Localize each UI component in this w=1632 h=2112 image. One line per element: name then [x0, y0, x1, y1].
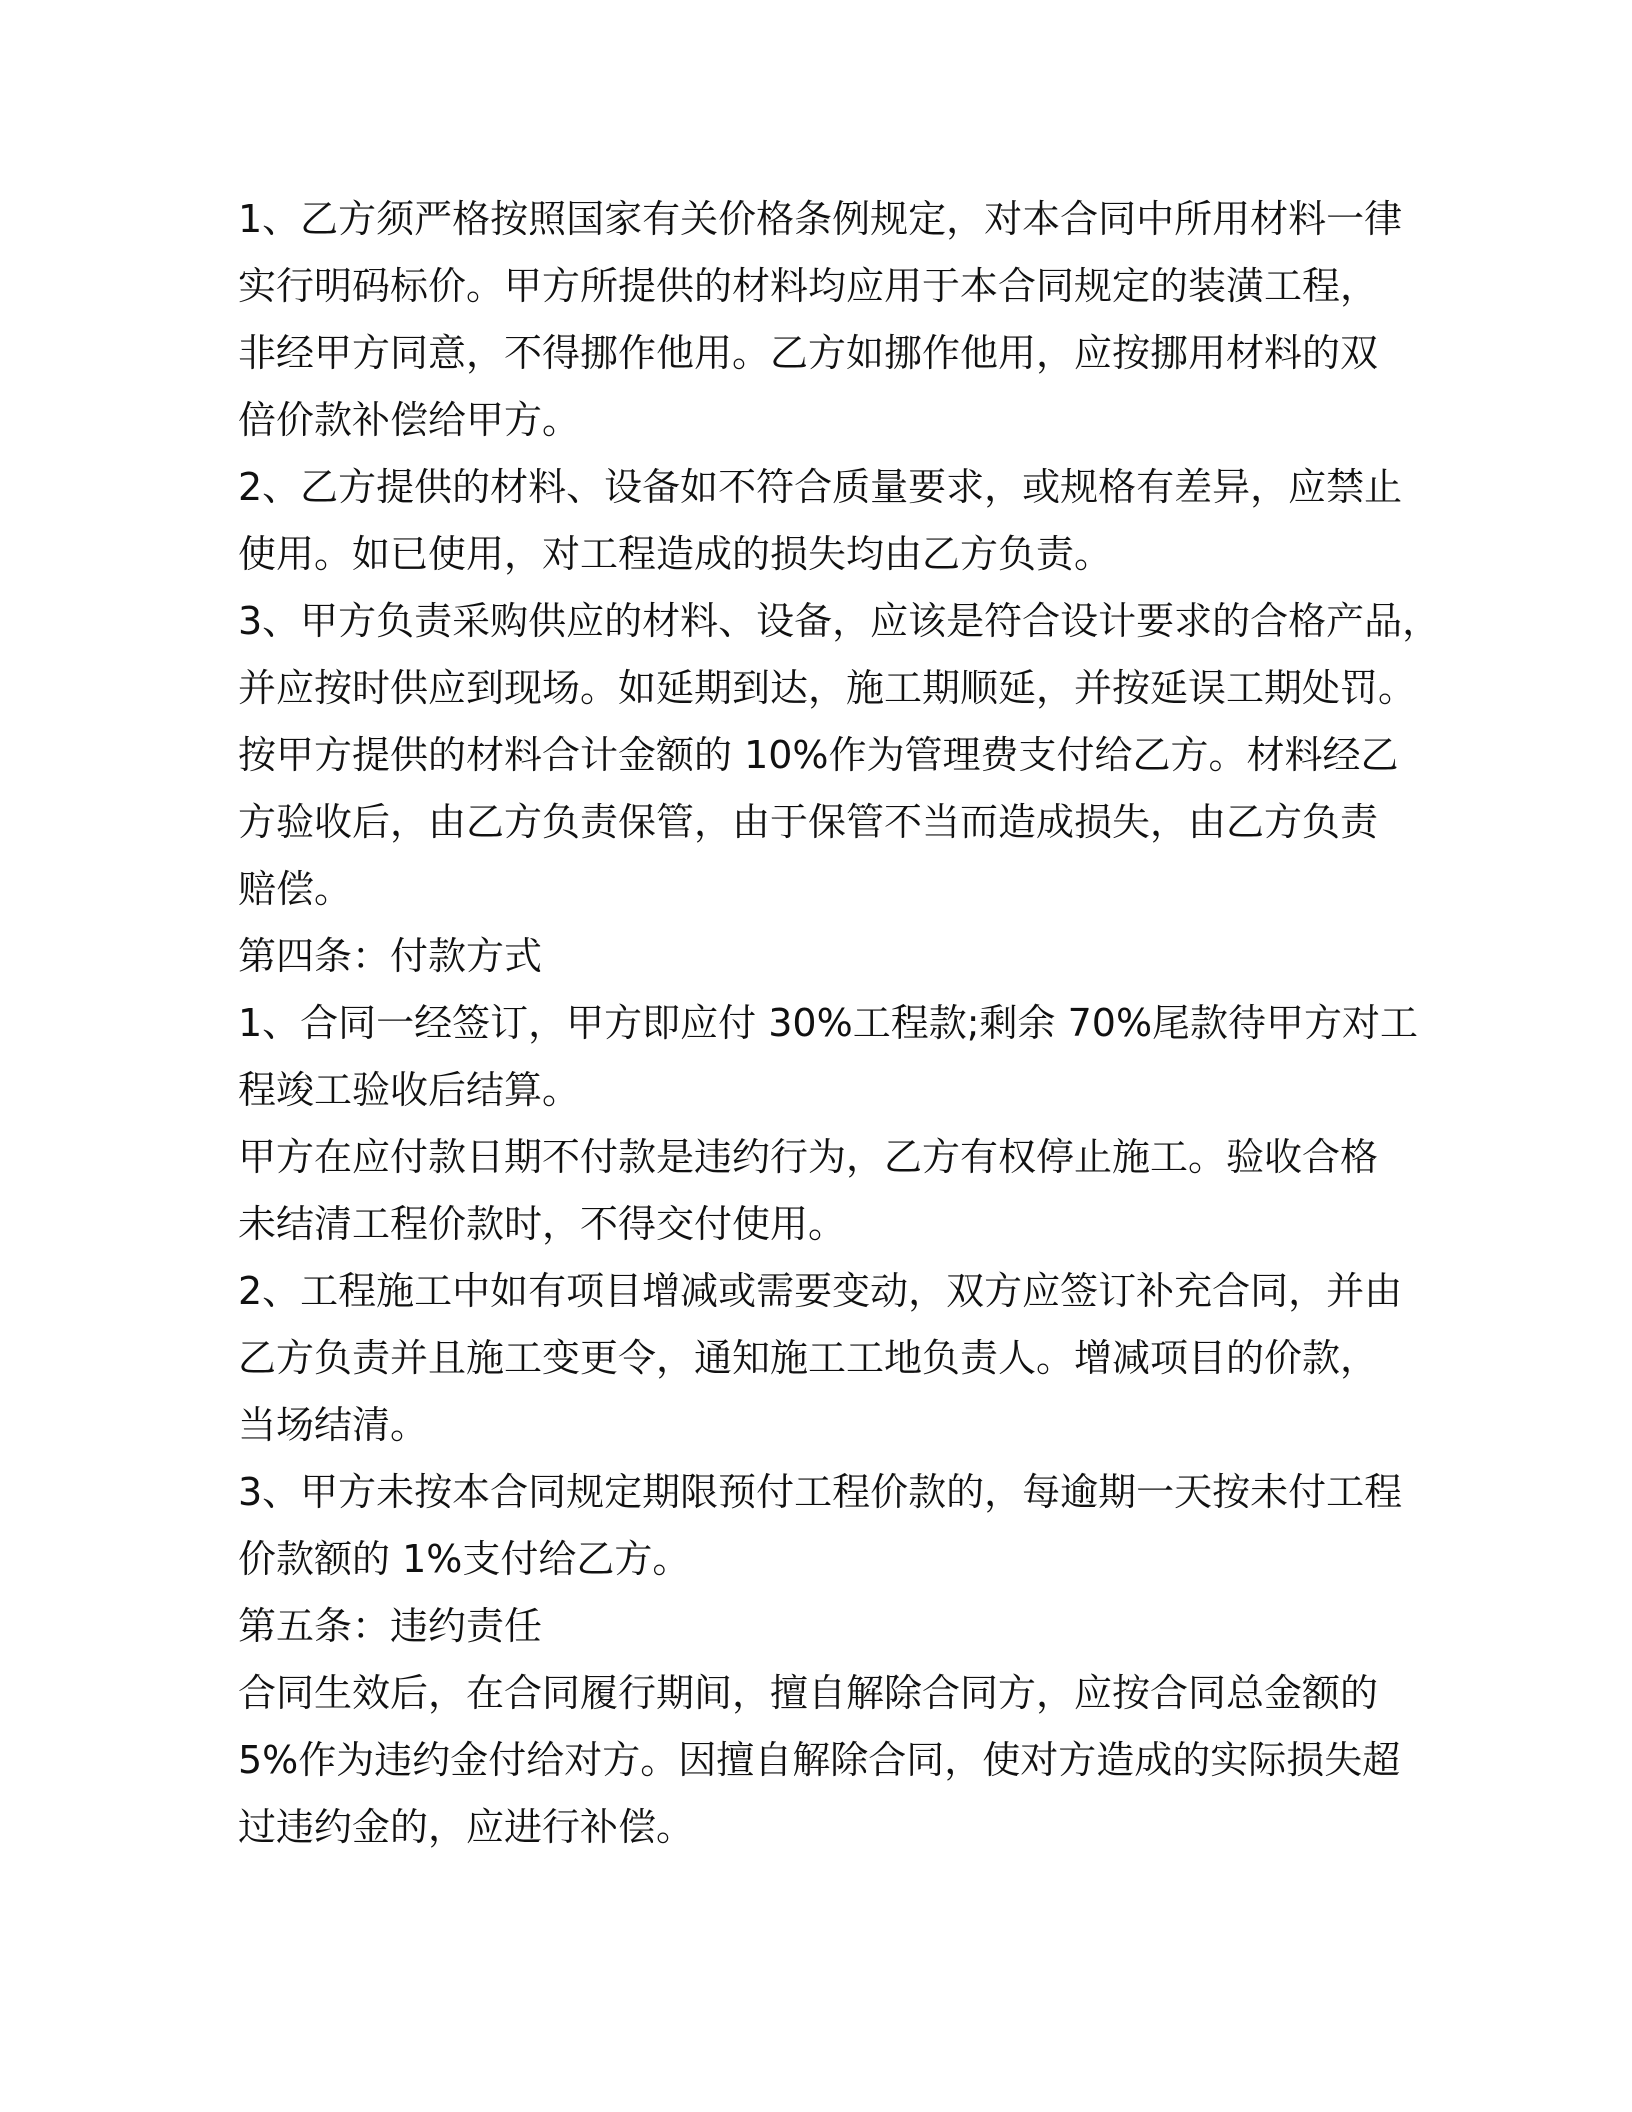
- text-line: 3、甲方未按本合同规定期限预付工程价款的，每逾期一天按未付工程: [238, 1470, 1403, 1514]
- text-line: 倍价款补偿给甲方。: [238, 398, 581, 442]
- section-heading: 第五条：违约责任: [238, 1604, 543, 1648]
- text-line: 赔偿。: [238, 867, 353, 911]
- text-line: 价款额的 1%支付给乙方。: [238, 1537, 691, 1581]
- text-line: 甲方在应付款日期不付款是违约行为，乙方有权停止施工。验收合格: [238, 1135, 1379, 1179]
- text-line: 1、合同一经签订，甲方即应付 30%工程款;剩余 70%尾款待甲方对工: [238, 1001, 1419, 1045]
- contract-text: [238, 186, 1441, 1861]
- text-line: 过违约金的，应进行补偿。: [238, 1805, 695, 1849]
- text-line: 2、乙方提供的材料、设备如不符合质量要求，或规格有差异，应禁止: [238, 465, 1403, 509]
- text-line: 乙方负责并且施工变更令，通知施工工地负责人。增减项目的价款，: [238, 1336, 1379, 1380]
- text-line: 非经甲方同意，不得挪作他用。乙方如挪作他用，应按挪用材料的双: [238, 331, 1379, 375]
- text-line: 未结清工程价款时，不得交付使用。: [238, 1202, 847, 1246]
- text-line: 2、工程施工中如有项目增减或需要变动，双方应签订补充合同，并由: [238, 1269, 1403, 1313]
- text-line: 当场结清。: [238, 1403, 429, 1447]
- text-line: 合同生效后，在合同履行期间，擅自解除合同方，应按合同总金额的: [238, 1671, 1379, 1715]
- section-heading: 第四条：付款方式: [238, 934, 543, 978]
- text-line: 并应按时供应到现场。如延期到达，施工期顺延，并按延误工期处罚。: [238, 666, 1417, 710]
- text-line: 程竣工验收后结算。: [238, 1068, 581, 1112]
- text-line: 3、甲方负责采购供应的材料、设备，应该是符合设计要求的合格产品，: [238, 599, 1441, 643]
- text-line: 方验收后，由乙方负责保管，由于保管不当而造成损失，由乙方负责: [238, 800, 1379, 844]
- text-line: 5%作为违约金付给对方。因擅自解除合同，使对方造成的实际损失超: [238, 1738, 1401, 1782]
- text-line: 使用。如已使用，对工程造成的损失均由乙方负责。: [238, 532, 1113, 576]
- text-line: 按甲方提供的材料合计金额的 10%作为管理费支付给乙方。材料经乙: [238, 733, 1399, 777]
- text-line: 实行明码标价。甲方所提供的材料均应用于本合同规定的装潢工程，: [238, 264, 1379, 308]
- text-line: 1、乙方须严格按照国家有关价格条例规定，对本合同中所用材料一律: [238, 197, 1403, 241]
